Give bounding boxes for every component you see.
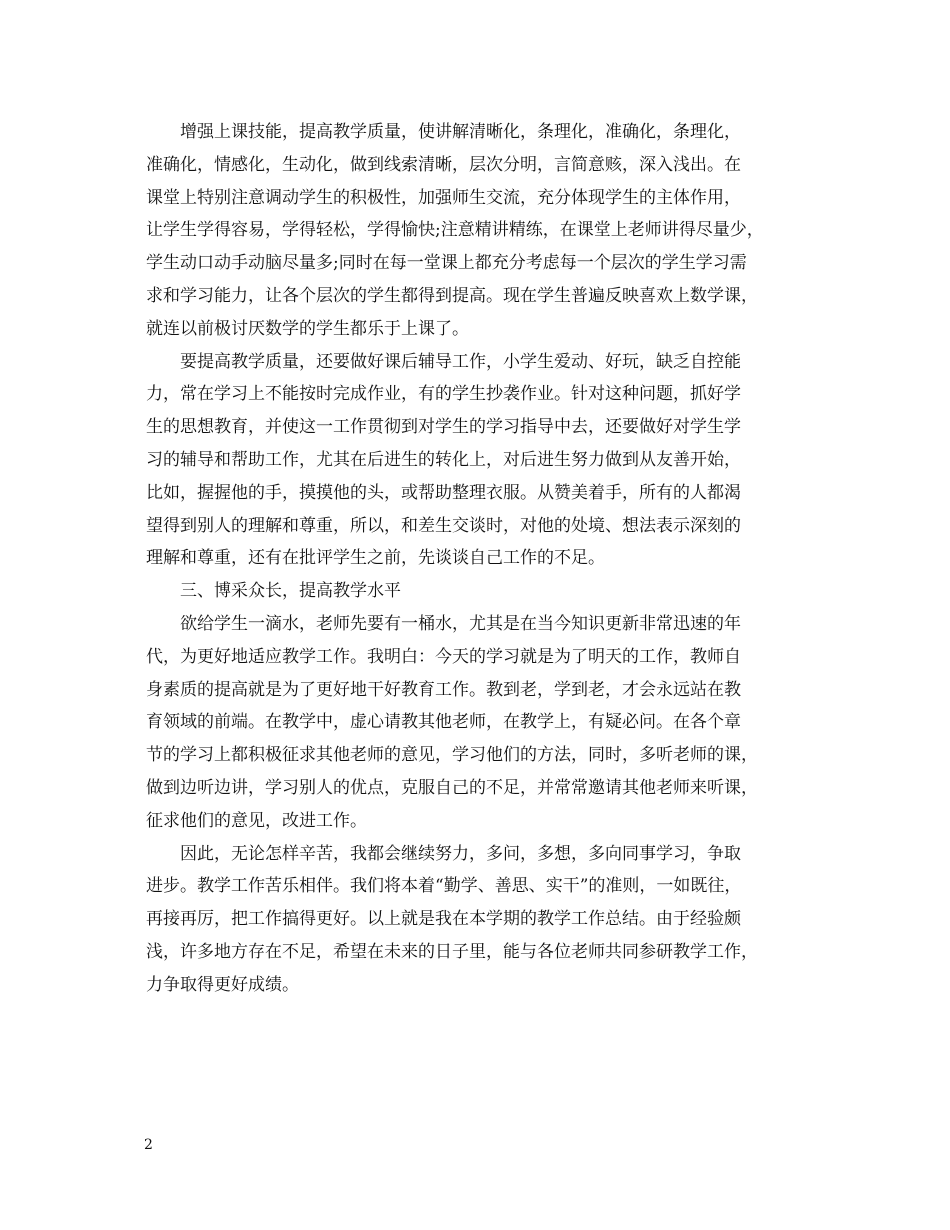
paragraph-1-line-3: 课堂上特别注意调动学生的积极性，加强师生交流，充分体现学生的主体作用， <box>146 187 741 208</box>
paragraph-4-line-2: 进步。教学工作苦乐相伴。我们将本着“勤学、善思、实干”的准则，一如既往， <box>146 876 742 897</box>
page-number: 2 <box>144 1137 153 1153</box>
section-heading: 三、博采众长，提高教学水平 <box>180 581 401 602</box>
paragraph-1-line-7: 就连以前极讨厌数学的学生都乐于上课了。 <box>146 318 469 339</box>
paragraph-2-line-2: 力，常在学习上不能按时完成作业，有的学生抄袭作业。针对这种问题，抓好学 <box>146 384 741 405</box>
paragraph-2-line-1: 要提高教学质量，还要做好课后辅导工作，小学生爱动、好玩，缺乏自控能 <box>180 351 741 372</box>
paragraph-3-line-7: 征求他们的意见，改进工作。 <box>146 810 367 831</box>
paragraph-2-line-7: 理解和尊重，还有在批评学生之前，先谈谈自己工作的不足。 <box>146 548 605 569</box>
paragraph-1-line-4: 让学生学得容易，学得轻松，学得愉快;注意精讲精练，在课堂上老师讲得尽量少， <box>146 220 764 241</box>
paragraph-4-line-1: 因此，无论怎样辛苦，我都会继续努力，多问，多想，多向同事学习，争取 <box>180 843 741 864</box>
paragraph-2-line-5: 比如，握握他的手，摸摸他的头，或帮助整理衣服。从赞美着手，所有的人都渴 <box>146 482 741 503</box>
paragraph-3-line-4: 育领域的前端。在教学中，虚心请教其他老师，在教学上，有疑必问。在各个章 <box>146 712 741 733</box>
paragraph-4-line-3: 再接再厉，把工作搞得更好。以上就是我在本学期的教学工作总结。由于经验颇 <box>146 909 741 930</box>
paragraph-3-line-5: 节的学习上都积极征求其他老师的意见，学习他们的方法，同时，多听老师的课， <box>146 745 758 766</box>
paragraph-4-line-4: 浅，许多地方存在不足，希望在未来的日子里，能与各位老师共同参研教学工作， <box>146 941 758 962</box>
paragraph-3-line-6: 做到边听边讲，学习别人的优点，克服自己的不足，并常常邀请其他老师来听课， <box>146 777 758 798</box>
paragraph-3-line-1: 欲给学生一滴水，老师先要有一桶水，尤其是在当今知识更新非常迅速的年 <box>180 613 741 634</box>
paragraph-3-line-2: 代，为更好地适应教学工作。我明白：今天的学习就是为了明天的工作，教师自 <box>146 646 741 667</box>
paragraph-4-line-5: 力争取得更好成绩。 <box>146 974 299 995</box>
paragraph-2-line-4: 习的辅导和帮助工作，尤其在后进生的转化上，对后进生努力做到从友善开始， <box>146 449 741 470</box>
paragraph-1-line-2: 准确化，情感化，生动化，做到线索清晰，层次分明，言简意赅，深入浅出。在 <box>146 154 741 175</box>
paragraph-2-line-3: 生的思想教育，并使这一工作贯彻到对学生的学习指导中去，还要做好对学生学 <box>146 417 741 438</box>
paragraph-1-line-6: 求和学习能力，让各个层次的学生都得到提高。现在学生普遍反映喜欢上数学课， <box>146 285 758 306</box>
paragraph-1-line-5: 学生动口动手动脑尽量多;同时在每一堂课上都充分考虑每一个层次的学生学习需 <box>146 253 747 274</box>
paragraph-2-line-6: 望得到别人的理解和尊重，所以，和差生交谈时，对他的处境、想法表示深刻的 <box>146 515 741 536</box>
paragraph-1-line-1: 增强上课技能，提高教学质量，使讲解清晰化，条理化，准确化，条理化， <box>180 122 741 142</box>
body-text <box>146 116 810 1002</box>
paragraph-3-line-3: 身素质的提高就是为了更好地干好教育工作。教到老，学到老，才会永远站在教 <box>146 679 741 700</box>
